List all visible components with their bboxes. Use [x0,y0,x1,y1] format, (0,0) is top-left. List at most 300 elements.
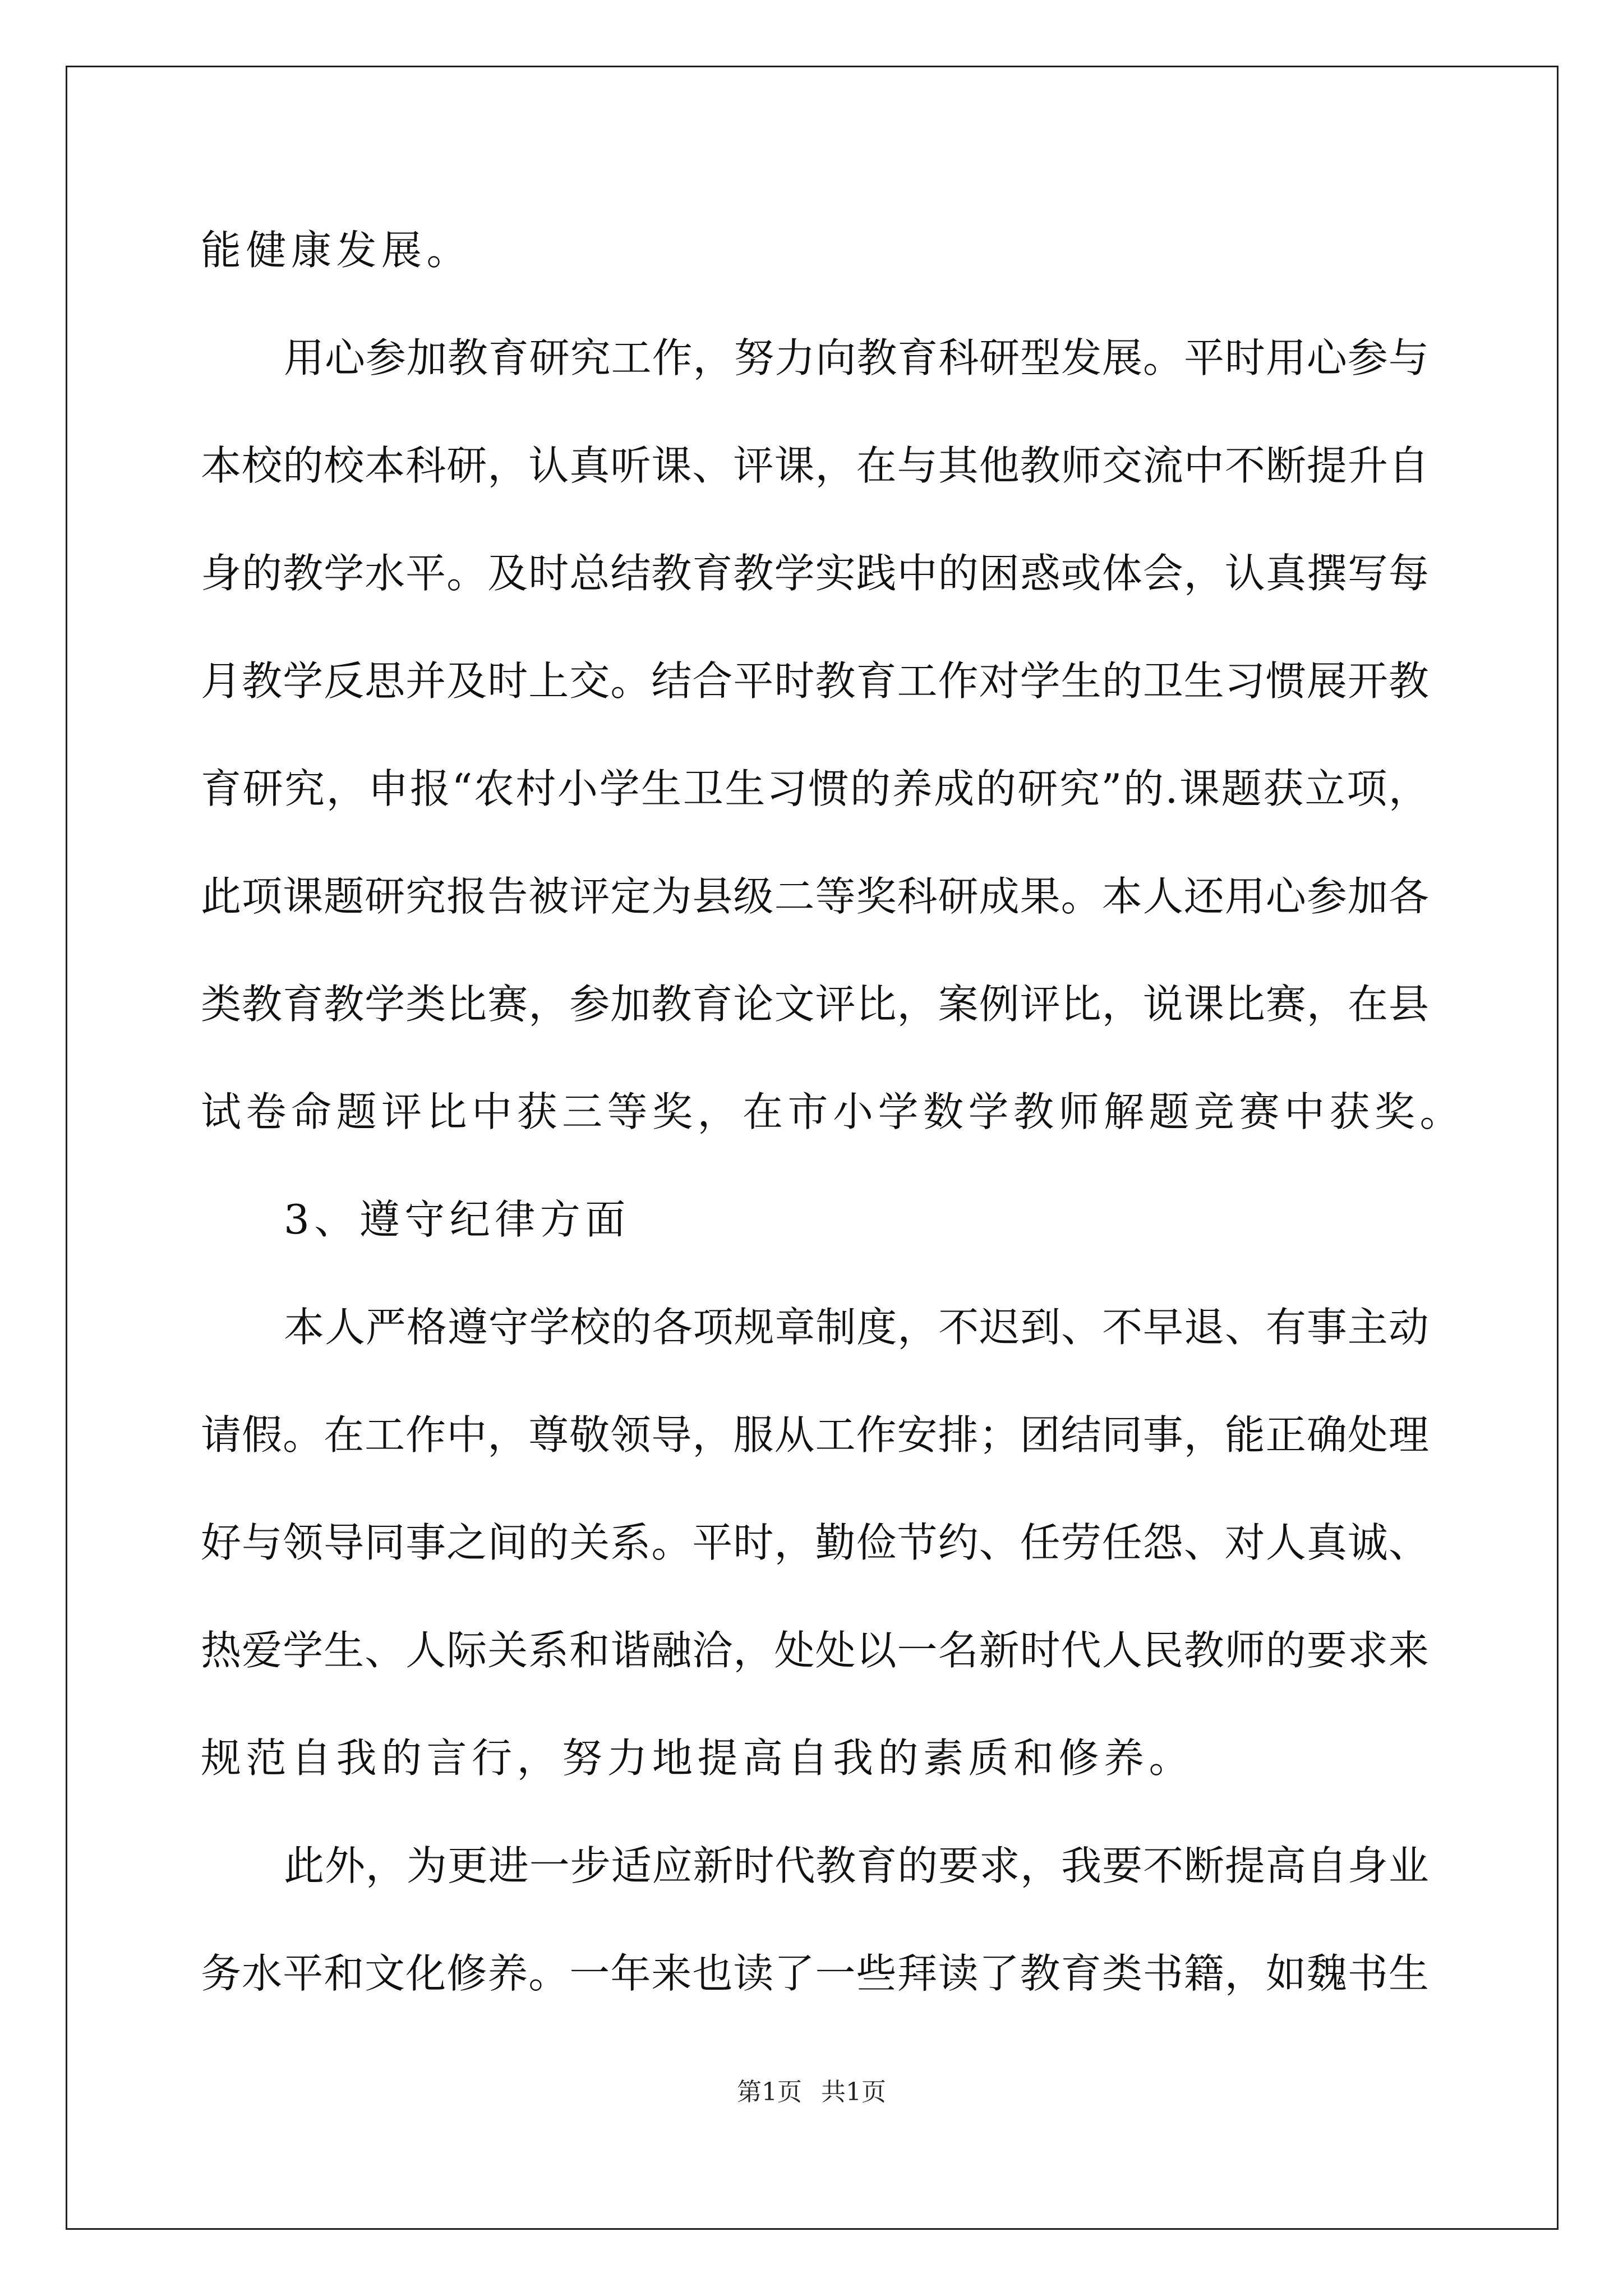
line-char: 安 [897,1411,938,1458]
line-char: 各 [1388,873,1429,920]
line-char: 人 [1265,1519,1306,1566]
line-char: 勤 [815,1519,856,1566]
line-char: 严 [365,1304,406,1351]
line-char: 育 [283,981,324,1028]
line-char: 比 [1061,981,1101,1028]
line-char: 诚 [1347,1519,1388,1566]
line-char: 教 [733,550,774,597]
line-char: 平 [1183,334,1224,381]
line-char: 评 [1020,981,1061,1028]
line-char: 立 [1304,765,1345,812]
line-char: 文 [365,1950,405,1997]
line-char: 进 [488,1842,529,1889]
line-char: 谐 [610,1627,651,1674]
line-char: 小 [557,765,598,812]
line-char: 些 [856,1950,897,1997]
line-char: 名 [938,1627,979,1674]
line-char: 有 [1265,1304,1306,1351]
line-char: 时 [733,1519,774,1566]
line-char: 代 [774,1842,815,1889]
line-char: 领 [610,1411,651,1458]
line-char: ， [487,442,528,489]
line-char: 生 [1388,1950,1429,1997]
line-char: ” [1101,765,1122,812]
line-char: 生 [324,1627,365,1674]
paragraph-line: 能健康发展。 [201,227,472,274]
line-char: 二 [774,873,815,920]
line-char: 在 [1347,981,1388,1028]
line-char: 村 [515,765,556,812]
line-char: 教 [242,657,283,705]
line-char: 类 [201,981,242,1028]
line-char: 。 [1061,873,1101,920]
line-char: 参 [365,334,406,381]
paragraph-line [201,412,1429,519]
line-char: 新 [693,1842,734,1889]
line-char: 业 [1388,1842,1429,1889]
paragraph-line: 试卷命题评比中获三等奖，在市小学数学教师解题竞赛中获奖。 [201,1088,1465,1135]
line-char: 在 [324,1411,365,1458]
line-char: 工 [611,334,652,381]
line-char: 学 [365,981,405,1028]
line-char: 事 [1142,1411,1183,1458]
line-char: 生 [725,765,766,812]
line-char: 教 [1183,1627,1224,1674]
line-char: 假 [242,1411,283,1458]
line-char: 怨 [1142,1519,1183,1566]
line-char: 学 [1020,657,1061,705]
line-char: 教 [1388,657,1429,705]
line-char: 习 [1224,657,1265,705]
line-char: 早 [1143,1304,1184,1351]
line-char: 在 [856,442,897,489]
line-char: 平 [405,550,446,597]
line-char: 、 [365,1627,405,1674]
line-char: 比 [856,981,897,1028]
line-char: 本 [1101,873,1142,920]
line-char: 困 [979,550,1020,597]
line-char: 学 [283,657,324,705]
line-char: 教 [242,981,283,1028]
line-char: 的 [897,1842,938,1889]
line-char: 平 [692,1519,733,1566]
line-char: 心 [324,334,365,381]
line-char: 题 [324,873,365,920]
line-char: 魏 [1306,1950,1347,1997]
line-char: 评 [815,981,856,1028]
line-char: 研 [242,765,283,812]
line-char: 与 [242,1519,283,1566]
line-char: 要 [1102,1842,1143,1889]
line-char: 来 [1388,1627,1429,1674]
line-char: 申 [368,765,409,812]
line-char: ， [487,1411,528,1458]
line-char: 一 [529,1842,570,1889]
line-char: 守 [488,1304,529,1351]
line-char: 服 [733,1411,774,1458]
line-char: 同 [1101,1411,1142,1458]
line-char: 敬 [569,1411,610,1458]
line-char: ， [774,1519,815,1566]
line-char: ， [1183,1411,1224,1458]
line-char: 研 [446,442,487,489]
line-char: 与 [897,442,938,489]
line-char: 类 [1101,1950,1142,1997]
line-char: 、 [979,1519,1020,1566]
line-char: 努 [734,334,774,381]
line-char: 断 [1183,1842,1224,1889]
paragraph-line [201,304,1429,412]
line-char: 听 [610,442,651,489]
page-number: 第1页 [737,2078,802,2106]
line-char: 学 [774,550,815,597]
line-char: 节 [897,1519,938,1566]
line-char: 的 [850,765,891,812]
line-char: 主 [1347,1304,1388,1351]
paragraph-line [201,519,1429,627]
line-char: 代 [1061,1627,1101,1674]
line-char: 真 [569,442,610,489]
line-char: 、 [1183,1519,1224,1566]
line-char: 生 [641,765,682,812]
line-char: 课 [651,442,692,489]
line-char: 开 [1347,657,1388,705]
line-char: 育 [897,334,938,381]
line-char: 事 [1306,1304,1347,1351]
line-char: 作 [856,1411,897,1458]
line-char: 力 [774,334,815,381]
line-char: 读 [938,1950,979,1997]
line-char: 。 [283,1411,324,1458]
line-char: 体 [1101,550,1142,597]
paragraph-line [201,735,1429,843]
line-char: 。 [1143,334,1184,381]
line-char: 反 [324,657,365,705]
line-char: 县 [692,873,733,920]
line-char: ， [365,1842,406,1889]
line-char: 教 [856,334,897,381]
line-char: 校 [324,442,365,489]
line-char: 时 [487,657,528,705]
line-char: 人 [1101,1627,1142,1674]
line-char: 的 [975,765,1016,812]
line-char: 认 [528,442,569,489]
line-char: 的 [938,550,979,597]
paragraph-line [201,1812,1429,1920]
line-char: 课 [1183,981,1224,1028]
line-char: 平 [283,1950,324,1997]
line-char: 告 [487,873,528,920]
line-char: 迟 [979,1304,1020,1351]
line-char: 、 [692,442,733,489]
line-char: 文 [774,981,815,1028]
line-char: 结 [1061,1411,1101,1458]
line-char: 的 [1101,657,1142,705]
line-char: 系 [528,1627,569,1674]
line-char: 人 [405,1627,446,1674]
paragraph-line [201,1489,1429,1596]
paragraph-line [201,1381,1429,1489]
line-char: 劳 [1061,1519,1101,1566]
line-char: 报 [409,765,450,812]
line-char: 此 [201,873,242,920]
line-char: 的 [283,442,324,489]
line-char: 学 [324,550,365,597]
line-char: 研 [1017,765,1058,812]
line-char: 交 [1101,442,1142,489]
line-char: 教 [283,550,324,597]
line-char: 请 [201,1411,242,1458]
line-char: 一 [569,1950,610,1997]
line-char: 间 [487,1519,528,1566]
line-char: 学 [529,1304,570,1351]
line-char: 奖 [856,873,897,920]
line-char: 科 [405,442,446,489]
line-char: 不 [938,1304,979,1351]
line-char: 工 [365,1411,405,1458]
line-char: 处 [815,1627,856,1674]
line-char: 规 [734,1304,774,1351]
line-char: 教 [815,1842,856,1889]
line-char: 求 [1347,1627,1388,1674]
line-char: 要 [1306,1627,1347,1674]
line-char: 惑 [1020,550,1061,597]
line-char: 果 [1020,873,1061,920]
line-char: 上 [528,657,569,705]
line-char: 时 [734,1842,774,1889]
line-char: 型 [1020,334,1061,381]
line-char: ； [979,1411,1020,1458]
line-char: 提 [1224,1842,1265,1889]
line-char: 育 [692,550,733,597]
line-char: 章 [774,1304,815,1351]
line-char: 赛 [487,981,528,1028]
line-char: 热 [201,1627,242,1674]
line-char: 书 [1347,1950,1388,1997]
line-char: 升 [1347,442,1388,489]
line-char: 研 [938,873,979,920]
line-char: 评 [569,873,610,920]
line-char: 等 [815,873,856,920]
line-char: 研 [529,334,570,381]
line-char: 能 [1224,1411,1265,1458]
line-char: ， [1020,1842,1061,1889]
line-char: 自 [1306,1842,1347,1889]
line-char: 项 [242,873,283,920]
line-char: “ [451,765,473,812]
line-char: 报 [446,873,487,920]
line-char: 好 [201,1519,242,1566]
line-char: 本 [365,442,405,489]
line-char: 水 [365,550,405,597]
line-char: 校 [570,1304,611,1351]
line-char: 度 [856,1304,897,1351]
line-char: 。 [446,550,487,597]
line-char: 任 [1020,1519,1061,1566]
line-char: 教 [1020,1950,1061,1997]
line-char: 并 [405,657,446,705]
line-char: 项 [1347,765,1387,812]
line-char: 身 [1347,1842,1388,1889]
line-char: 的 [611,1304,652,1351]
line-char: 本 [201,442,242,489]
line-char: 要 [938,1842,979,1889]
line-char: ， [1183,550,1224,597]
line-char: 参 [1347,334,1388,381]
line-char: ， [1101,981,1142,1028]
line-char: 比 [1224,981,1265,1028]
line-char: 水 [242,1950,283,1997]
line-char: 结 [610,550,651,597]
line-char: ， [897,981,938,1028]
line-char: 读 [733,1950,774,1997]
line-char: ， [815,442,856,489]
line-char: 对 [1224,1519,1265,1566]
line-char: 会 [1142,550,1183,597]
line-char: 了 [774,1950,815,1997]
line-char: 育 [201,765,242,812]
line-char: 处 [1347,1411,1388,1458]
line-char: 其 [938,442,979,489]
paragraph-line [201,1273,1429,1381]
line-char: 拜 [897,1950,938,1997]
line-char: 作 [652,334,693,381]
line-char: 中 [446,1411,487,1458]
line-char: 外 [324,1842,365,1889]
line-char: 究 [405,873,446,920]
line-char: 教 [324,981,365,1028]
line-char: 不 [1102,1304,1143,1351]
line-char: 适 [611,1842,652,1889]
line-char: 教 [651,550,692,597]
line-char: 时 [774,657,815,705]
line-char: 处 [774,1627,815,1674]
line-char: 研 [979,334,1020,381]
line-char: 一 [897,1627,938,1674]
line-char: 时 [1020,1627,1061,1674]
line-char: 工 [815,1411,856,1458]
line-char: 作 [938,657,979,705]
line-char: 参 [569,981,610,1028]
line-char: 确 [1306,1411,1347,1458]
line-char: 平 [733,657,774,705]
paragraph-line: 规范自我的言行，努力地提高自我的素质和修养。 [201,1734,1195,1782]
line-char: 领 [283,1519,324,1566]
line-char: 也 [692,1950,733,1997]
line-char: 学 [599,765,640,812]
line-char: 比 [446,981,487,1028]
line-char: 关 [487,1627,528,1674]
line-char: 尊 [528,1411,569,1458]
paragraph-line [201,627,1429,735]
line-char: 的 [1265,1627,1306,1674]
line-char: 际 [446,1627,487,1674]
line-char: 究 [570,334,611,381]
line-char: 化 [405,1950,446,1997]
line-char: 卫 [683,765,723,812]
line-char: 更 [447,1842,488,1889]
line-char: 此 [284,1842,325,1889]
line-char: 题 [1221,765,1262,812]
line-char: 任 [1101,1519,1142,1566]
page-total: 共1页 [821,2078,886,2106]
line-char: 正 [1265,1411,1306,1458]
line-char: 评 [733,442,774,489]
section-heading: 3、遵守纪律方面 [284,1196,630,1243]
line-char: 结 [651,657,692,705]
line-char: 与 [1388,334,1429,381]
line-char: 书 [1142,1950,1183,1997]
line-char: 动 [1388,1304,1429,1351]
line-char: 例 [979,981,1020,1028]
line-char: 科 [897,873,938,920]
line-char: 说 [1142,981,1183,1028]
line-char: 关 [569,1519,610,1566]
line-char: . [1165,765,1178,812]
line-char: 展 [1306,657,1347,705]
line-char: 总 [569,550,610,597]
line-char: 卫 [1142,657,1183,705]
line-char: 工 [897,657,938,705]
line-char: 时 [1224,334,1265,381]
line-char: 流 [1142,442,1183,489]
line-char: 或 [1061,550,1101,597]
line-char: 到 [1020,1304,1061,1351]
line-char: 养 [892,765,933,812]
paragraph-line [201,1920,1429,2027]
line-char: 教 [815,657,856,705]
line-char: 制 [815,1304,856,1351]
line-char: 民 [1142,1627,1183,1674]
line-char: 的 [1123,765,1164,812]
line-char: 合 [692,657,733,705]
line-char: 及 [446,657,487,705]
line-char: 案 [938,981,979,1028]
line-char: 展 [1102,334,1143,381]
line-char: 排 [938,1411,979,1458]
line-char: 遵 [447,1304,488,1351]
line-char: 导 [324,1519,365,1566]
line-char: 论 [733,981,774,1028]
line-char: 应 [652,1842,693,1889]
line-char: 课 [283,873,324,920]
line-char: 、 [1388,1519,1429,1566]
line-char: 教 [447,334,488,381]
line-char: 教 [651,981,692,1028]
line-char: ， [897,1304,938,1351]
line-char: 理 [1388,1411,1429,1458]
line-char: 写 [1347,550,1388,597]
line-char: 级 [733,873,774,920]
line-char: 实 [815,550,856,597]
line-char: 。 [651,1519,692,1566]
line-char: 约 [938,1519,979,1566]
line-char: 赛 [1265,981,1306,1028]
line-char: 月 [201,657,242,705]
line-char: 为 [651,873,692,920]
line-char: 我 [1061,1842,1102,1889]
line-char: 课 [774,442,815,489]
line-char: 断 [1265,442,1306,489]
line-char: 育 [856,1842,897,1889]
line-char: ， [1224,1950,1265,1997]
line-char: 、 [1224,1304,1265,1351]
line-char: 团 [1020,1411,1061,1458]
line-char: 俭 [856,1519,897,1566]
line-char: 年 [610,1950,651,1997]
line-char: 中 [897,550,938,597]
line-char: 来 [651,1950,692,1997]
